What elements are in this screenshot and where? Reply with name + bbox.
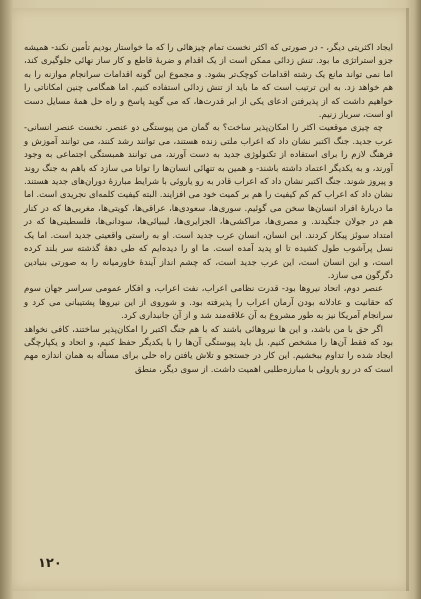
book-page	[12, 8, 409, 591]
paragraph-3: عنصر دوم، اتحاد نیروها بود- قدرت نظامی اعراب، نفت اعراب، و افکار عمومی سراسر جهان سوم که حقانیت و عادلانه بودن آرمان اعراب را پذیرفته بود. و شوروی از این نیروها پشتیبانی می کرد و سرانجام آمریکا نیز به طور مشروع به آن علاقه‌مند شد و از آن جانبداری کرد.	[24, 284, 393, 322]
paragraph-2: چه چیزی موقعیت اکثر را امکان‌پذیر ساخت؟ به گمان من پیوستگی دو عنصر. نخست عنصر انسانی- عرب جدید. جنگ اکتبر نشان داد که اعراب ملتی زنده هستند، می توانند رشد کنند، می توانند آموزش و فرهنگ لازم را برای استفاده از تکنولوژی جدید به دست آورند، می توانند همبستگی اجتماعی به وجود آورند، و به یکدیگر اعتماد داشته باشند- و همین به تنهائی انسان‌ها را توانا می سازد که باهم به جنگ روند و پیروز شوند. جنگ اکتبر نشان داد که اعراب قادر به رو یاروئی با شرایط مبارزهٔ دوران‌های جدید هستند. نشان داد که اعراب کم کم کیفیت را هم بر کمیت خود می افزایند. البته کیفیت کلمه‌ای نجریدی است. اما ما دربارهٔ افراد انسان‌ها سخن می گوئیم. سوری‌ها، سعودی‌ها، عراقی‌ها، کویتی‌ها، مغربی‌ها که در کنار هم در جولان جنگیدند. و مصری‌ها، مراکشی‌ها، الجزایری‌ها، لیبیائی‌ها، سودانی‌ها، فلسطینی‌ها که در امتداد سوئز پیکار کردند. این انسان، انسان عرب جدید است. او به راستی واقعیتی جدید است. اما یک نسل پرآشوب طول کشیده تا او پدید آمده است. ما او را دیده‌ایم که طی دههٔ گذشته سر بلند کرده است، و این انسان است، این عرب جدید است، که چشم انداز آیندهٔ خاورمیانه را به صورتی بنیادین دگرگون می سازد.	[24, 123, 393, 281]
body-text	[24, 42, 393, 377]
page-number: ۱۲۰	[38, 556, 62, 571]
page-edge-shadow	[406, 8, 409, 591]
paragraph-1: ایجاد اکثریتی دیگر، - در صورتی که اکثر نخست تمام چیزهائی را که ما خواستار بودیم تأمین نکند- همیشه جزو استراتژی ما بود. تنش زدائی ممکن است از یک اقدام و ضربهٔ قاطع و کار ساز نهائی جلوگیری کند، اما نمی تواند مانع یک رشته اقدامات کوچک‌تر بشود. و مجموع این گونه اقدامات سرانجام موازنه را به هم خواهد زد. به این ترتیب است که ما باید از تنش زدائی استفاده کنیم. اما همگامی چنین امکاناتی را خواهیم داشت که از پذیرفتن ادعای یکی از ابر قدرت‌ها، که می گوید پاسخ و راه حل همهٔ مسایل دست او است، سرباز زنیم.	[24, 43, 393, 121]
paragraph-4: اگر حق با من باشد، و این ها نیروهائی باشند که با هم جنگ اکتبر را امکان‌پذیر ساختند، کافی نخواهد بود که فقط آن‌ها را مشخص کنیم. بل باید پیوستگی آن‌ها را با یکدیگر حفظ کنیم، و اتحاد و یکپارچگی ایجاد شده را تداوم ببخشیم. این کار در جستجو و تلاش یافتن راه حلی برای مسأله به همان اندازه مهم است که در رو یاروئی با مبارزه‌طلبی اهمیت داشت. از سوی دیگر، منطق	[24, 324, 393, 375]
